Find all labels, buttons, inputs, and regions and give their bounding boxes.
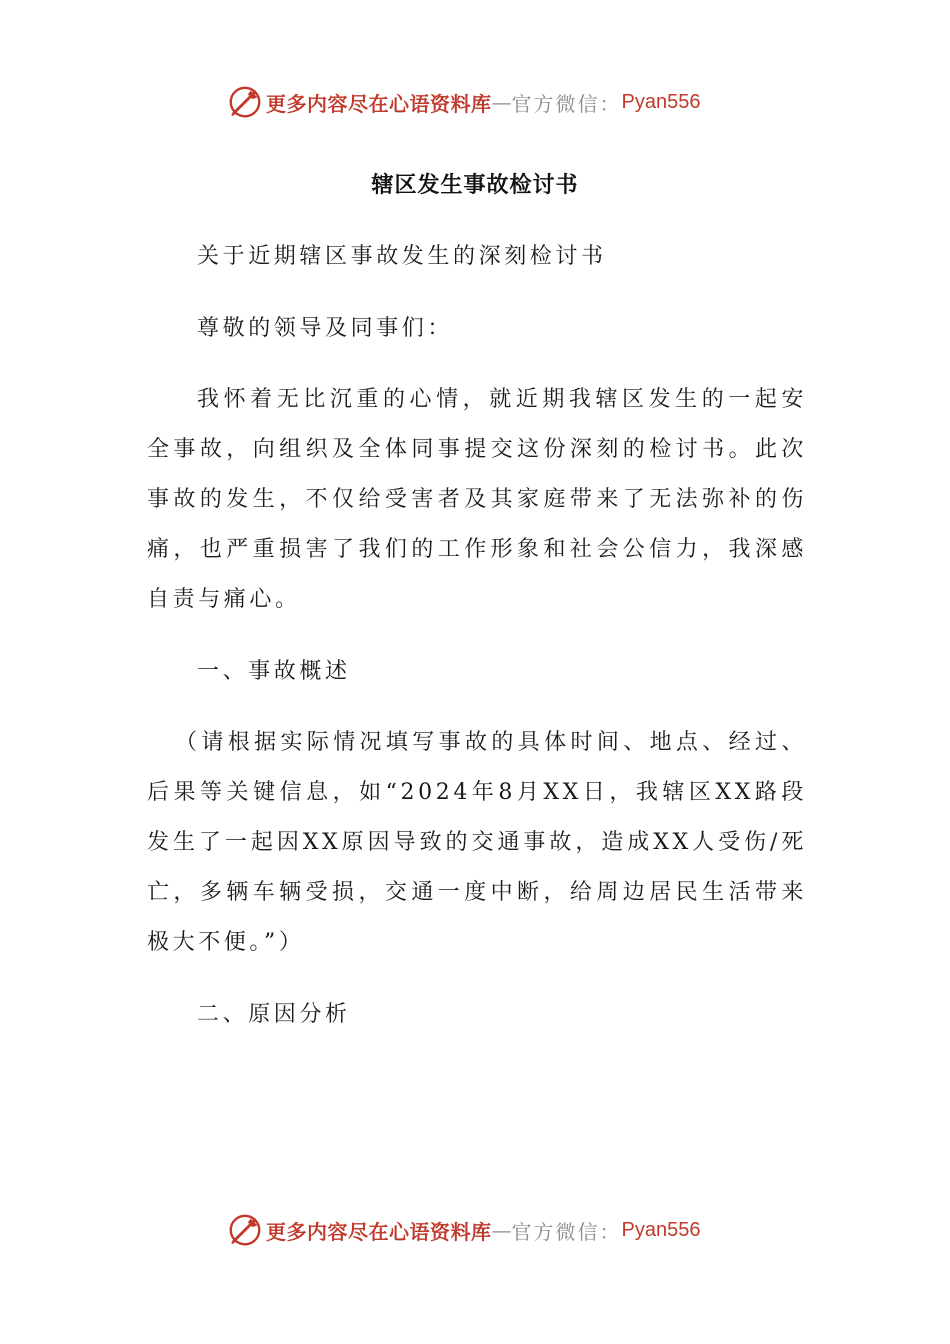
banner-dash: —: [491, 1218, 512, 1242]
footer-banner: [0, 1208, 950, 1252]
section-body: （请根据实际情况填写事故的具体时间、地点、经过、后果等关键信息，如“2024年8月XX日，我辖区XX路段发生了一起因XX原因导致的交通事故，造成XX人受伤/死亡，多辆车辆受损，交通一度中断，给周边居民生活带来极大不便。”）: [147, 730, 807, 955]
banner-wechat-id: Pyan556: [621, 1218, 701, 1241]
salutation: 尊敬的领导及同事们：: [197, 316, 454, 341]
section-heading: 二、原因分析: [197, 1002, 351, 1027]
pen-logo-icon: [226, 1211, 264, 1249]
banner-dash: —: [491, 90, 512, 114]
banner-brand-text: 更多内容尽在心语资料库: [266, 1219, 492, 1244]
document-subtitle: 关于近期辖区事故发生的深刻检讨书: [197, 244, 607, 269]
banner-label: 官方微信：: [511, 91, 622, 116]
header-banner: [0, 80, 950, 124]
banner-brand-text: 更多内容尽在心语资料库: [266, 91, 492, 116]
banner-wechat-id: Pyan556: [621, 90, 701, 113]
section-heading: 一、事故概述: [197, 659, 351, 684]
pen-logo-icon: [226, 83, 264, 121]
body-paragraph: 我怀着无比沉重的心情，就近期我辖区发生的一起安全事故，向组织及全体同事提交这份深刻的检讨书。此次事故的发生，不仅给受害者及其家庭带来了无法弥补的伤痛，也严重损害了我们的工作形象和社会公信力，我深感自责与痛心。: [147, 387, 807, 612]
banner-label: 官方微信：: [511, 1219, 622, 1244]
document-title: 辖区发生事故检讨书: [371, 172, 579, 198]
